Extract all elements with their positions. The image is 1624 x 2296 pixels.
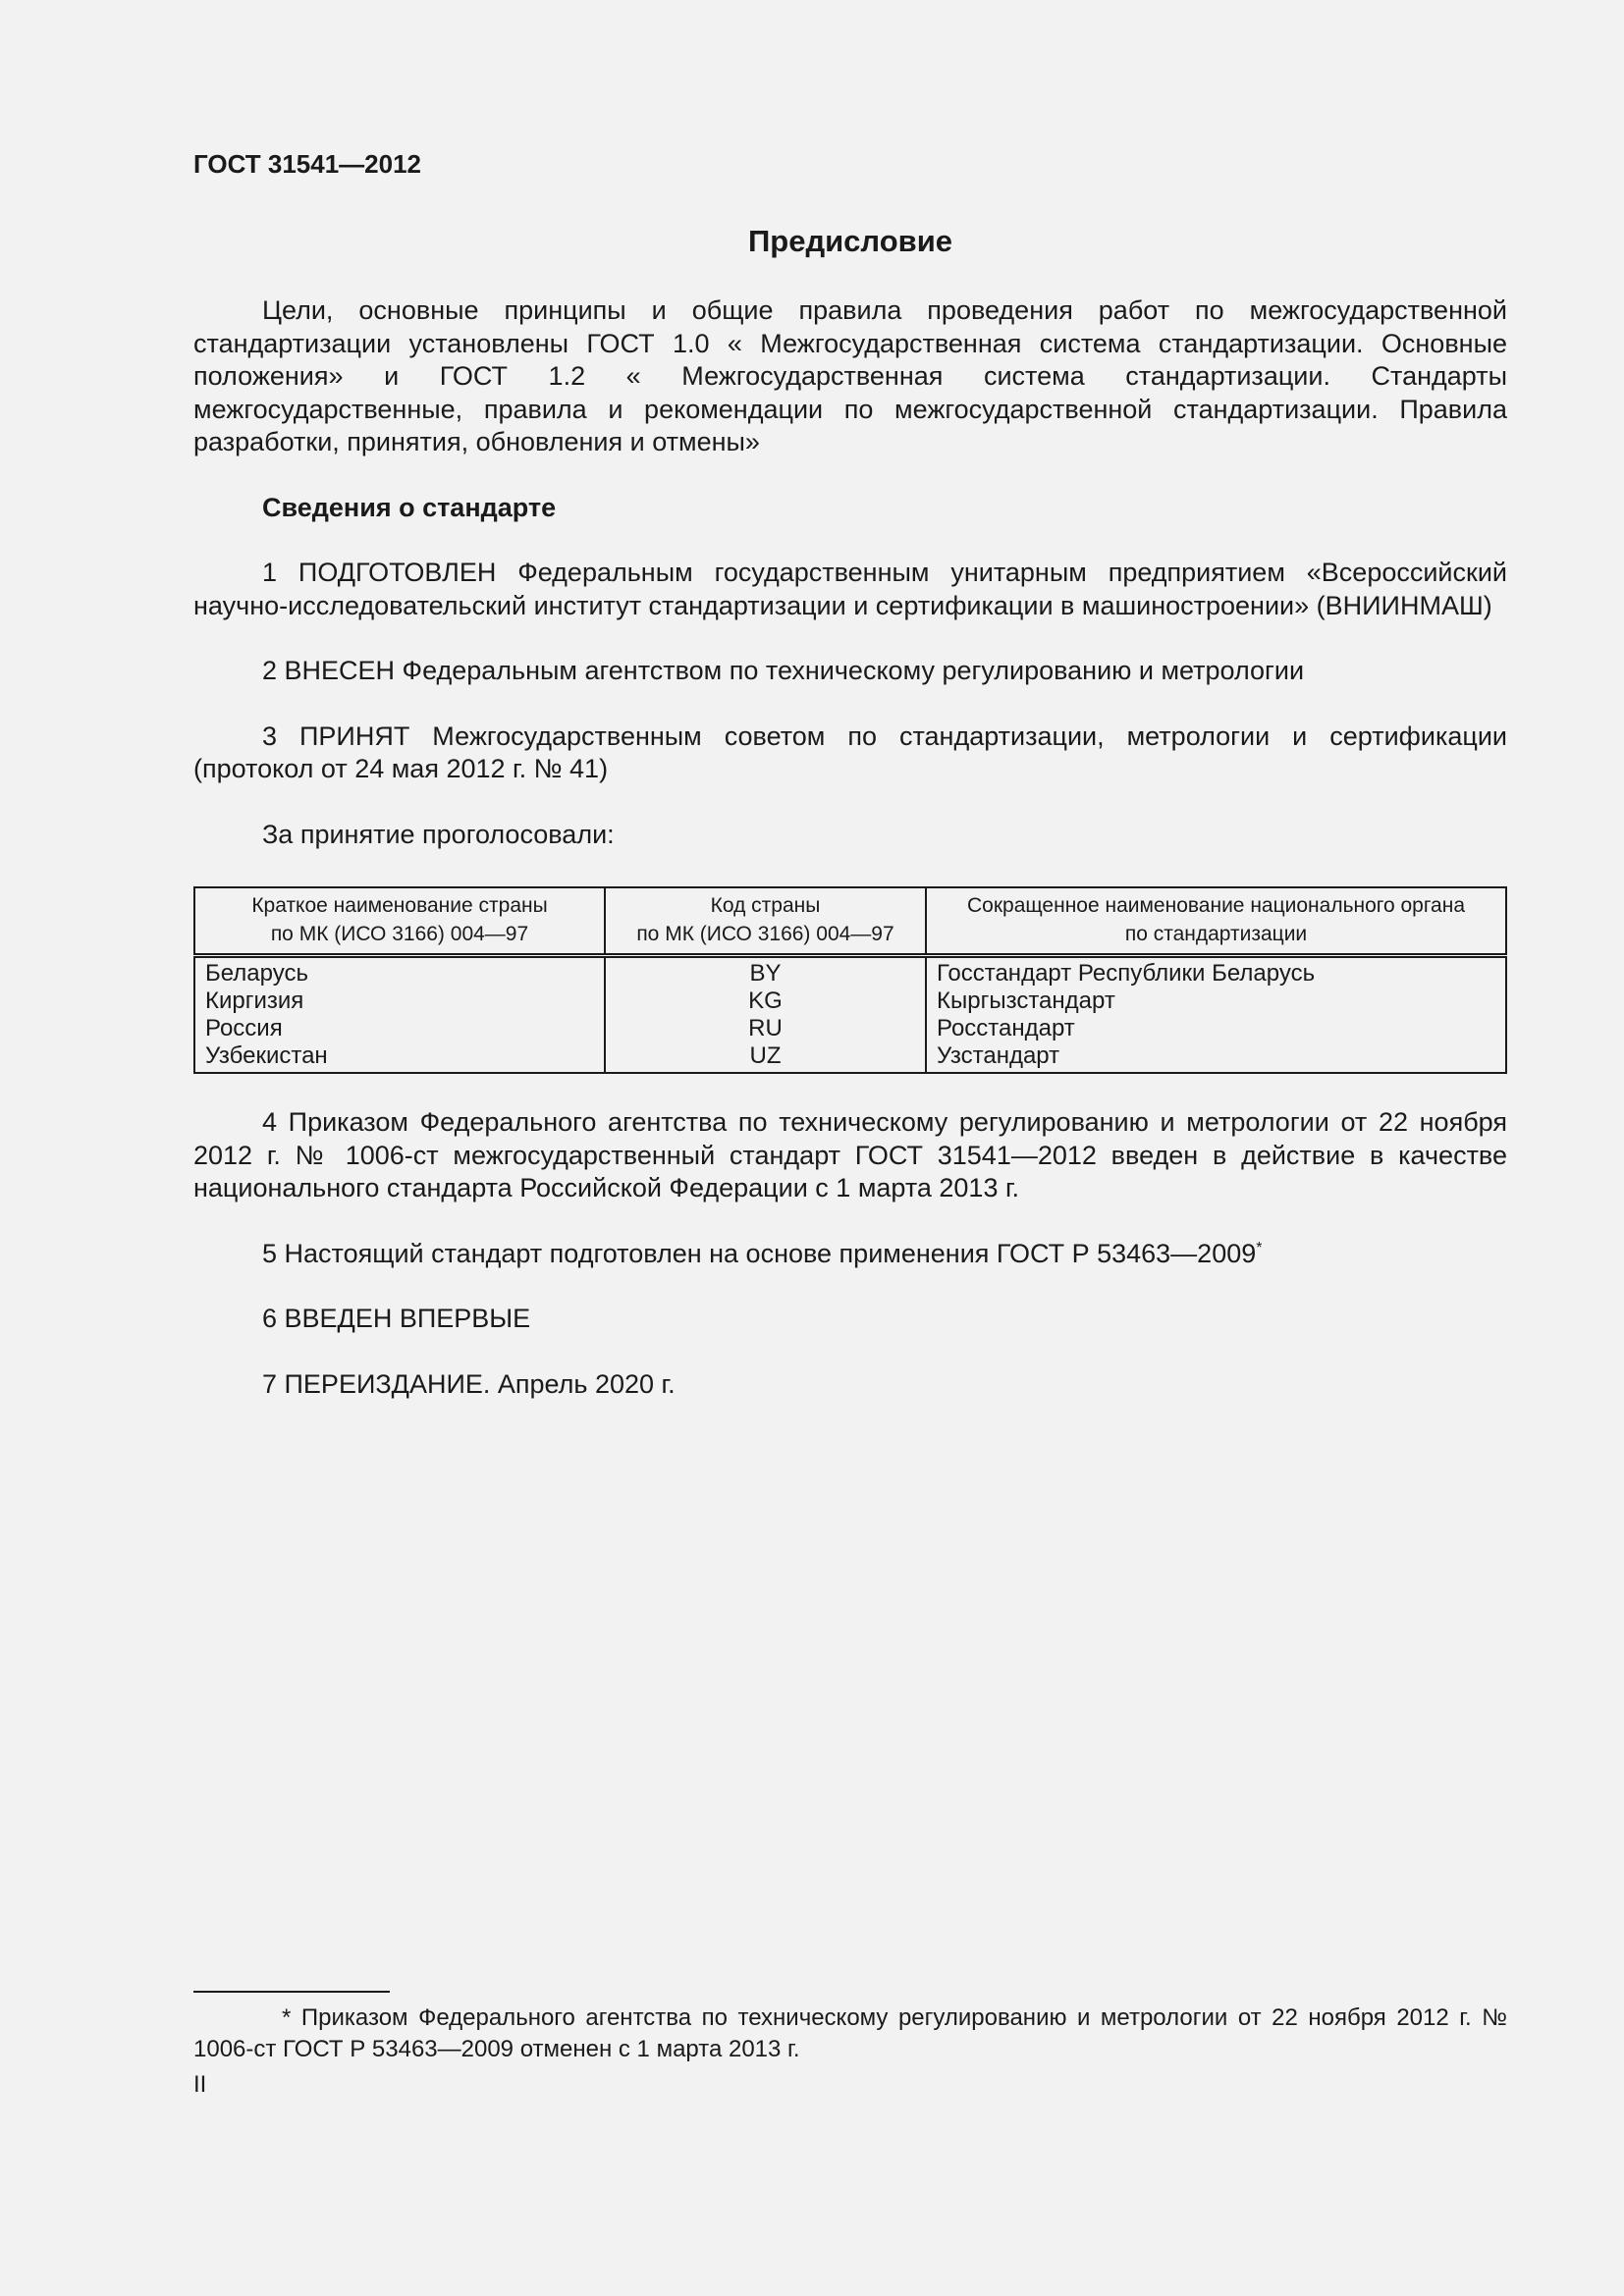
countries-table [193,886,1507,1074]
standard-info-subheading: Сведения о стандарте [262,492,557,522]
page-number: II [193,2071,207,2098]
document-id-header: ГОСТ 31541—2012 [193,149,421,179]
foreword-body [193,294,1507,1401]
intro-paragraph: Цели, основные принципы и общие правила проведения работ по межгосударственной стандартизации установлены ГОСТ 1.0 « Межгосударственная система стандартизации. Основные положения» и ГОСТ 1.2 « Межгосударственная система стандартизации. Стандарты межгосударственные, правила и рекомендации по межгосударственной стандартизации. Правила разработки, принятия, обновления и отмены» [193,295,1507,456]
page-title: Предисловие [747,224,952,258]
item-6-paragraph: 6 ВВЕДЕН ВПЕРВЫЕ [262,1304,531,1333]
cell-code: RU [605,1015,926,1042]
cell-code: BY [605,956,926,988]
header-country-code: Код страны по МК (ИСО 3166) 004—97 [605,887,926,956]
cell-country: Узбекистан [194,1042,605,1073]
header-national-body: Сокращенное наименование национального органа по стандартизации [926,887,1506,956]
table-row [194,956,1506,988]
item-3-paragraph: 3 ПРИНЯТ Межгосударственным советом по стандартизации, метрологии и сертификации (протокол от 24 мая 2012 г. № 41) [193,721,1507,783]
table-header-row [194,887,1506,956]
item-7-paragraph: 7 ПЕРЕИЗДАНИЕ. Апрель 2020 г. [262,1368,676,1399]
item-1-paragraph: 1 ПОДГОТОВЛЕН Федеральным государственным унитарным предприятием «Всероссийский научно-исследовательский институт стандартизации и сертификации в машиностроении» (ВНИИНМАШ) [193,558,1507,620]
cell-country: Россия [194,1015,605,1042]
footnote-text: * Приказом Федерального агентства по техническому регулированию и метрологии от 22 ноября 2012 г. № 1006-ст ГОСТ Р 53463—2009 отменен с 1 марта 2013 г. [193,2004,1507,2062]
cell-code: KG [605,988,926,1015]
table-row [194,1042,1506,1073]
footnote-marker[interactable]: * [1256,1239,1263,1256]
item-4-paragraph: 4 Приказом Федерального агентства по техническому регулированию и метрологии от 22 ноября 2012 г. № 1006-ст межгосударственный стандарт ГОСТ 31541—2012 введен в действие в качестве национального стандарта Российской Федерации с 1 марта 2013 г. [193,1107,1507,1202]
item-5-paragraph: 5 Настоящий стандарт подготовлен на основе применения ГОСТ Р 53463—2009* [262,1238,1263,1268]
table-row [194,1015,1506,1042]
cell-body: Росстандарт [926,1015,1506,1042]
voted-label: За принятие проголосовали: [262,819,615,849]
cell-body: Госстандарт Республики Беларусь [926,956,1506,988]
cell-body: Узстандарт [926,1042,1506,1073]
cell-code: UZ [605,1042,926,1073]
table-row [194,988,1506,1015]
footnote [193,2002,1507,2065]
cell-body: Кыргызстандарт [926,988,1506,1015]
cell-country: Киргизия [194,988,605,1015]
item-2-paragraph: 2 ВНЕСЕН Федеральным агентством по техническому регулированию и метрологии [262,656,1305,685]
cell-country: Беларусь [194,956,605,988]
header-country-name: Краткое наименование страны по МК (ИСО 3166) 004—97 [194,887,605,956]
footnote-divider [193,1991,390,1993]
